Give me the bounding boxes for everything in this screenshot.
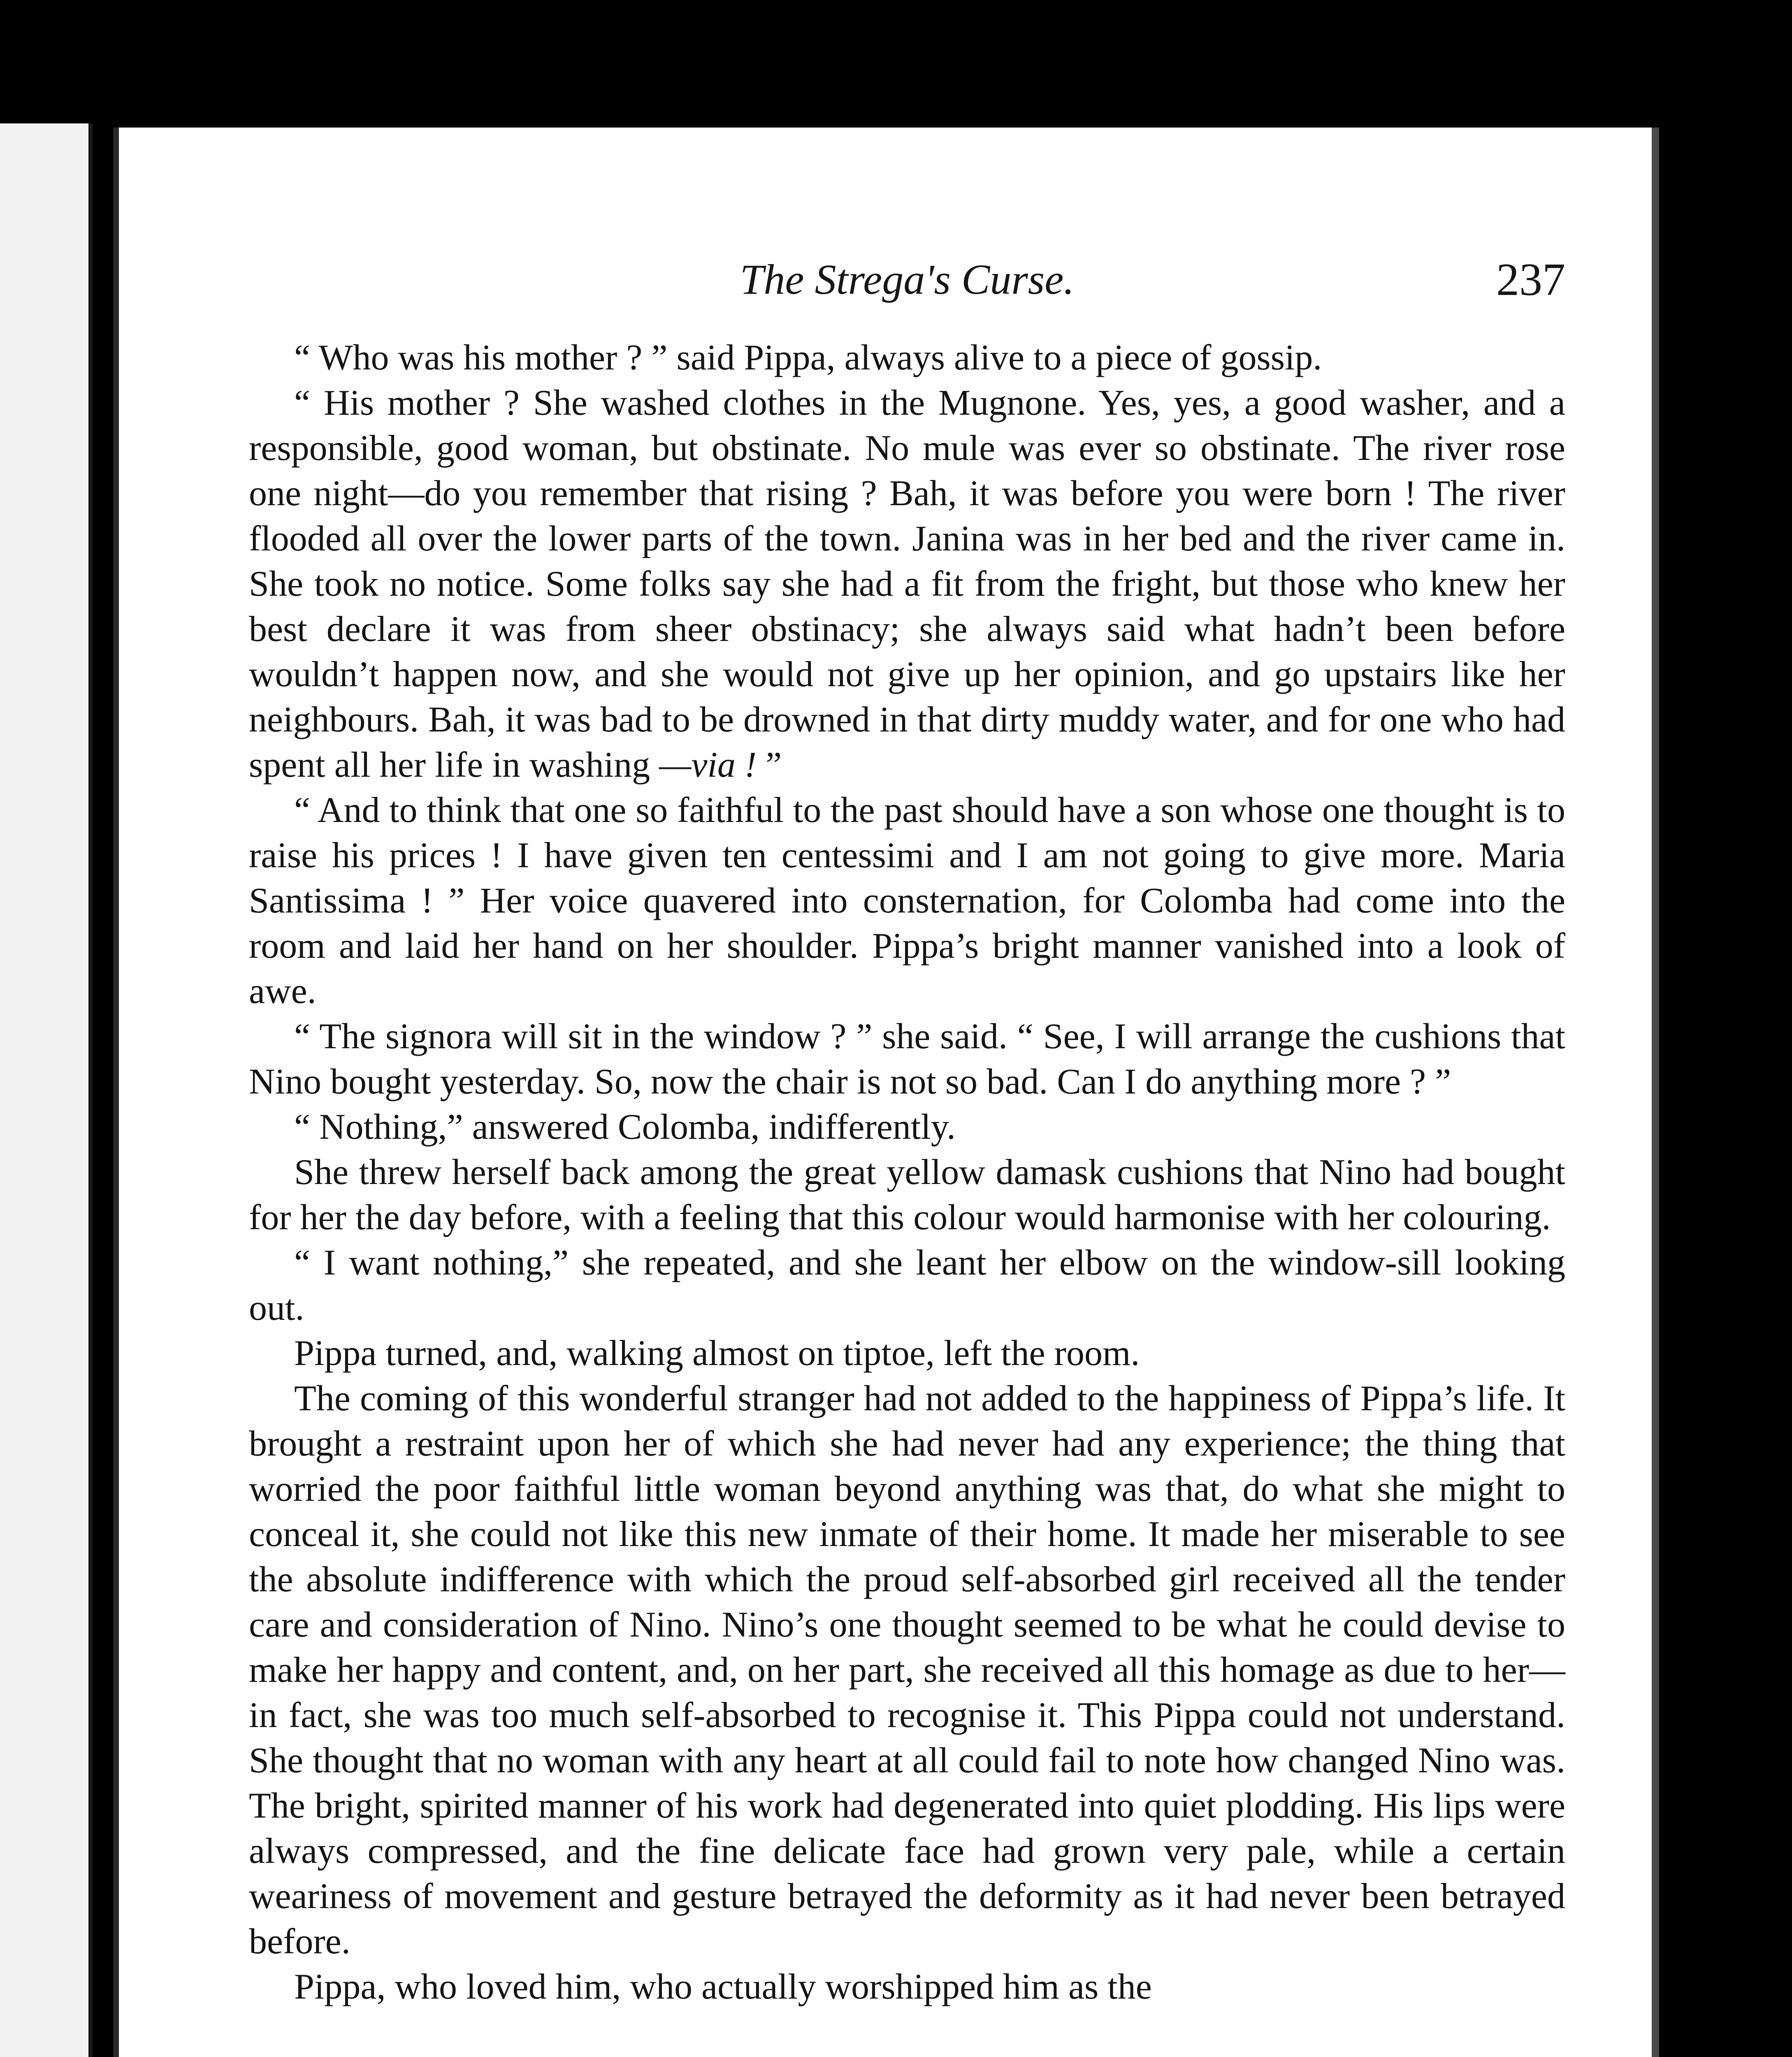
paragraph: Pippa, who loved him, who actually worshipped him as the — [294, 1967, 1152, 2007]
paragraph: “ His mother ? She washed clothes in the Mugnone. Yes, yes, a good washer, and a responsible, good woman, but obstinate. No mule was ever so obstinate. The river rose one night—do you remember that rising ? Bah, it was before you were born ! The river flooded all over the lower parts of the town. Janina was in her bed and the river came in. She took no notice. Some folks say she had a fit from the fright, but those who knew her best declare it was from sheer obstinacy; she always said what hadn’t been before wouldn’t happen now, and she would not give up her opinion, and go upstairs like her neighbours. Bah, it was bad to be drowned in that dirty muddy water, and for one who had spent all her life in washing —via ! ” — [249, 383, 1565, 785]
body-text — [249, 335, 1565, 2010]
paragraph: “ Nothing,” answered Colomba, indifferently. — [294, 1107, 956, 1147]
previous-page-edge — [0, 123, 93, 2057]
book-page — [113, 128, 1659, 2057]
running-head — [249, 239, 1565, 321]
paragraph: Pippa turned, and, walking almost on tiptoe, left the room. — [294, 1333, 1140, 1373]
paragraph: “ The signora will sit in the window ? ” she said. “ See, I will arrange the cushions that Nino bought yesterday. So, now the chair is not so bad. Can I do anything more ? ” — [249, 1017, 1565, 1102]
paragraph: The coming of this wonderful stranger had not added to the happiness of Pippa’s life. It brought a restraint upon her of which she had never had any experience; the thing that worried the poor faithful little woman beyond anything was that, do what she might to conceal it, she could not like this new inmate of their home. It made her miserable to see the absolute indifference with which the proud self-absorbed girl received all the tender care and consideration of Nino. Nino’s one thought seemed to be what he could devise to make her happy and content, and, on her part, she received all this homage as due to her—in fact, she was too much self-absorbed to recognise it. This Pippa could not understand. She thought that no woman with any heart at all could fail to note how changed Nino was. The bright, spirited manner of his work had degenerated into quiet plodding. His lips were always compressed, and the fine delicate face had grown very pale, while a certain weariness of movement and gesture betrayed the deformity as it had never been betrayed before. — [249, 1379, 1565, 1962]
running-title: The Strega's Curse. — [740, 256, 1075, 303]
italic-phrase: —via ! — [659, 745, 757, 785]
paragraph: “ Who was his mother ? ” said Pippa, always alive to a piece of gossip. — [294, 338, 1322, 378]
page-number: 237 — [1496, 254, 1565, 305]
paragraph: “ I want nothing,” she repeated, and she leant her elbow on the window-sill looking out. — [249, 1243, 1565, 1328]
paragraph: “ And to think that one so faithful to the past should have a son whose one thought is to raise his prices ! I have given ten centessimi and I am not going to give more. Maria Santissima ! ” Her voice quavered into consternation, for Colomba had come into the room and laid her hand on her shoulder. Pippa’s bright manner vanished into a look of awe. — [249, 790, 1565, 1011]
paragraph: She threw herself back among the great yellow damask cushions that Nino had bought for her the day before, with a feeling that this colour would harmonise with her colouring. — [249, 1152, 1565, 1237]
